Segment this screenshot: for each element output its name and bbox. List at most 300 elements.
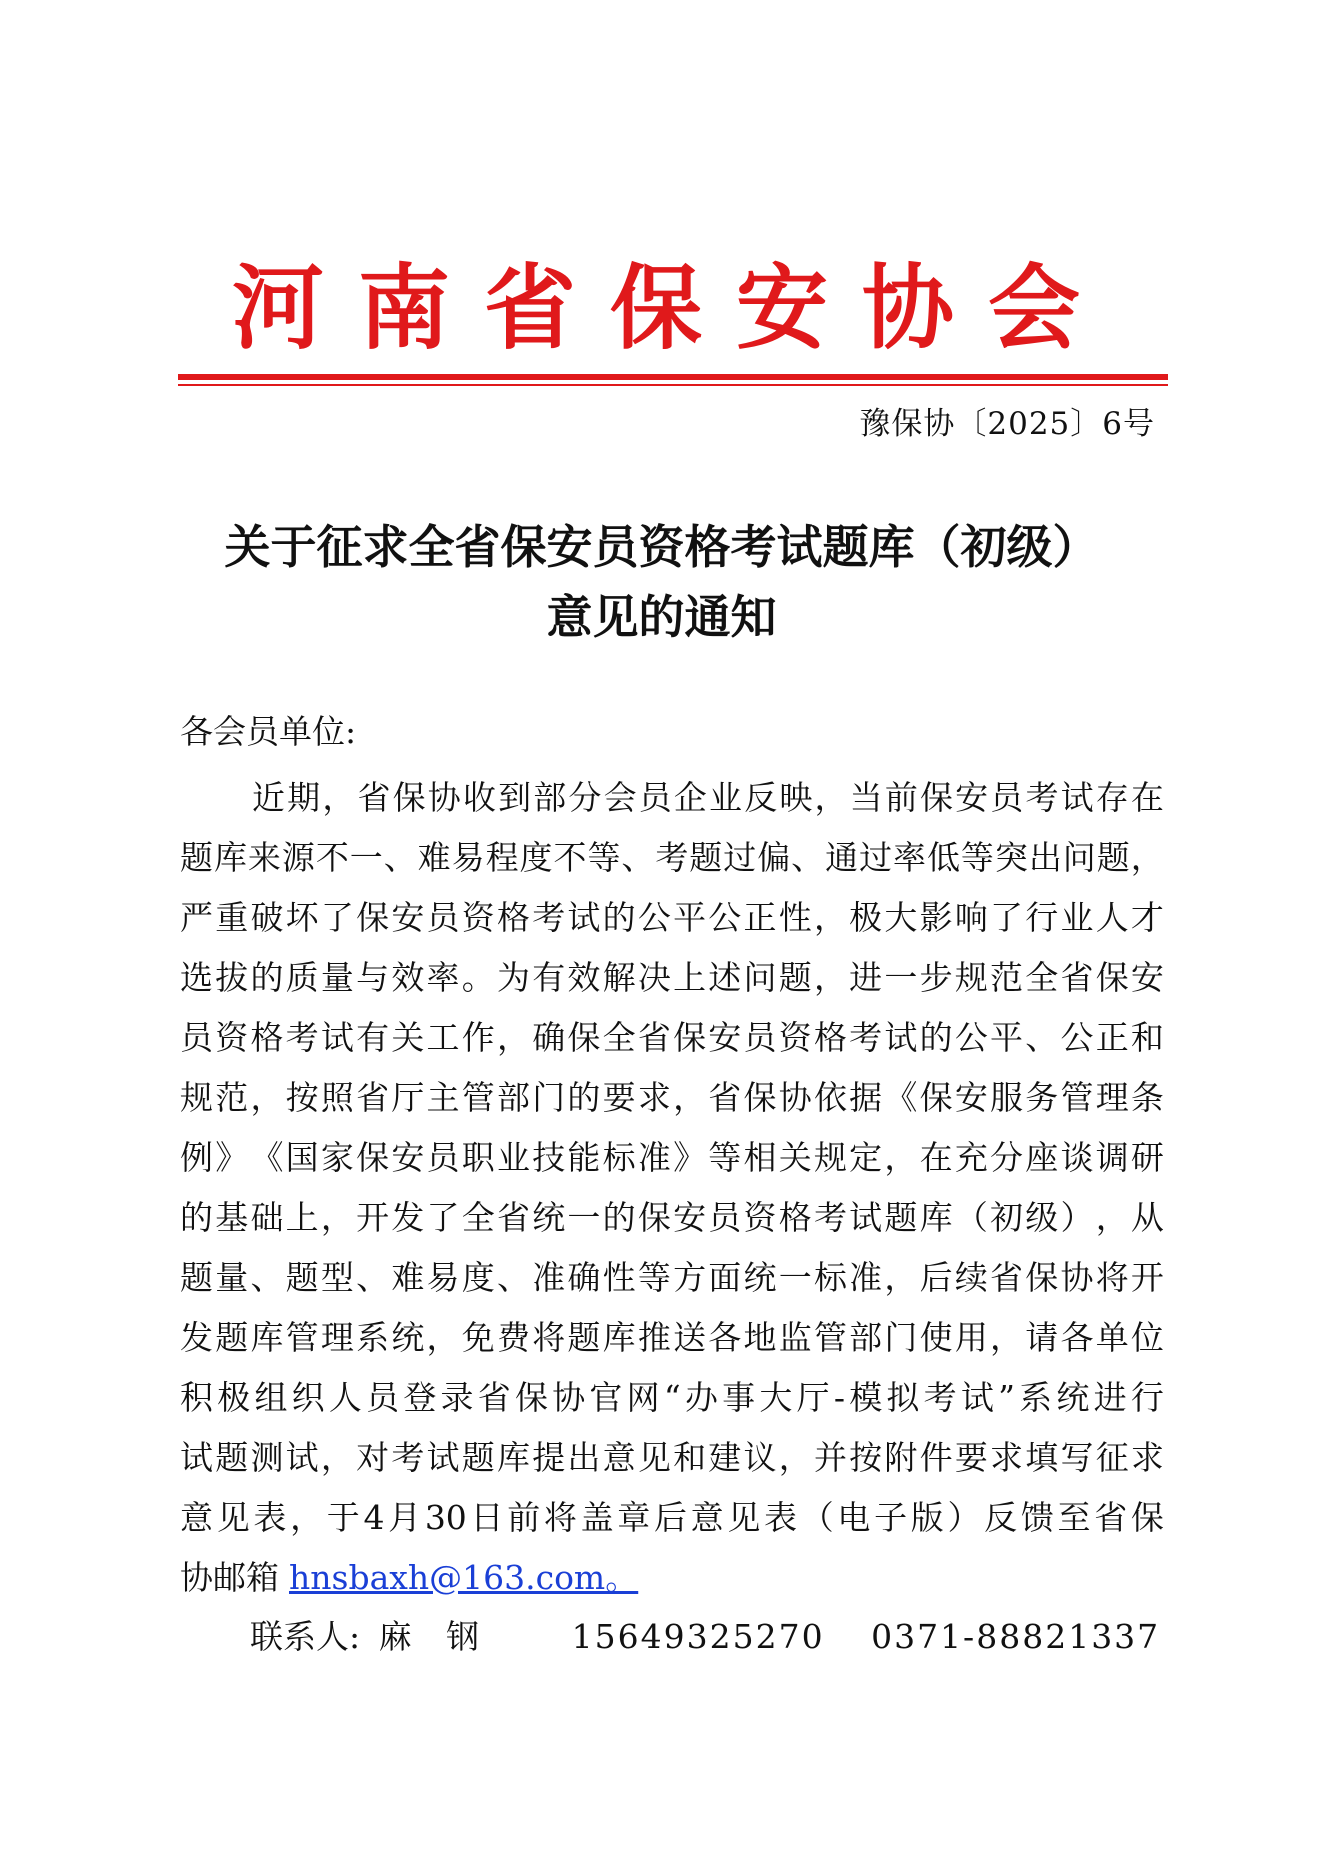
body-char: ， [322,778,356,817]
body-char: 协 [427,778,461,817]
body-char: 建 [708,1438,742,1477]
body-char: 规 [813,1138,847,1177]
body-char: 过 [859,838,893,877]
body-char: 保 [919,1078,953,1117]
body-char: 系 [1019,1378,1053,1417]
body-line [180,1368,1164,1428]
body-char: 考 [923,1378,957,1417]
body-char: 《 [884,1078,918,1117]
body-char: 、 [621,838,655,877]
body-char: 从 [1130,1198,1164,1237]
contact-name: 麻 钢 [378,1617,492,1656]
body-char: 率 [426,958,460,997]
body-char: 保 [356,898,390,937]
body-char: 表 [764,1498,797,1537]
body-char: 》 [673,1138,707,1177]
body-char: 题 [461,1438,495,1477]
body-char: 的 [250,958,284,997]
body-char: 影 [919,898,953,937]
body-char: 见 [727,1498,761,1537]
body-char: 基 [215,1198,249,1237]
body-char: 要 [954,1438,988,1477]
body-char: 省 [357,778,391,817]
body-char: 行 [1130,1378,1164,1417]
body-char: ， [884,1258,918,1297]
body-char: 库 [602,1318,636,1357]
body-char: 范 [990,958,1024,997]
body-char: 将 [1095,1258,1129,1297]
body-line [180,1068,1164,1128]
title-line-1: 关于征求全省保安员资格考试题库（初级） [224,520,1099,574]
body-char: 格 [250,1018,284,1057]
body-line [180,1308,1164,1368]
body-char: 日 [470,1498,504,1537]
body-char: 资 [461,898,495,937]
body-char: 省 [637,1018,671,1057]
body-char: 反 [984,1498,1018,1537]
body-char: 依 [813,1078,847,1117]
body-char: 过 [723,838,757,877]
body-char: 省 [496,1198,530,1237]
body-char: 省 [708,1078,742,1117]
body-char: 意 [180,1498,213,1537]
body-char: 各 [1060,1318,1094,1357]
body-char: 试 [426,1438,460,1477]
body-char: 事 [722,1378,756,1417]
contact-mobile: 15649325270 [571,1617,825,1656]
body-char: 管 [285,1318,319,1357]
body-char: 考 [1025,778,1059,817]
body-char: 员 [426,898,460,937]
body-line [180,1008,1164,1068]
body-char: 免 [461,1318,495,1357]
body-char: 于 [326,1498,360,1537]
body-line [180,1128,1164,1188]
body-char: 员 [638,778,672,817]
body-char: 条 [1130,1078,1164,1117]
body-char: 人 [328,1378,362,1417]
body-char: 解 [602,958,636,997]
body-char: 谈 [1060,1138,1094,1177]
body-char: 正 [1095,1018,1129,1057]
contact-label: 联系人: [250,1617,361,1656]
body-char: 用 [954,1318,988,1357]
body-char: 统 [532,1198,566,1237]
body-char: ， [673,1078,707,1117]
body-char: 业 [1060,898,1094,937]
body-char: 映 [779,778,813,817]
body-char: 破 [250,898,284,937]
body-char: 通 [825,838,859,877]
body-line-last [180,1548,1164,1608]
contact-line [250,1612,1160,1662]
body-char: 各 [708,1318,742,1357]
body-char: 照 [320,1078,354,1117]
body-char: 务 [1025,1078,1059,1117]
body-char: 》 [215,1138,249,1177]
body-char: 家 [320,1138,354,1177]
body-char: 发 [180,1318,213,1357]
body-char: 与 [356,958,390,997]
body-char: 重 [215,898,249,937]
body-char: ， [496,1018,530,1057]
body-char: 企 [673,778,707,817]
body-char: 员 [366,1378,400,1417]
body-char: ， [813,958,847,997]
header-divider-thick [178,374,1168,380]
body-char: 源 [281,838,315,877]
body-char: 对 [356,1438,390,1477]
body-char: 资 [215,1018,249,1057]
body-char: 保 [1095,958,1129,997]
body-char: 将 [543,1498,577,1537]
body-char: 协 [778,1078,812,1117]
body-char: 保 [743,1078,777,1117]
body-line [180,1248,1164,1308]
body-char: 考 [391,1438,425,1477]
body-char: 格 [813,1018,847,1057]
body-char: 关 [391,1018,425,1057]
body-char: 征 [1095,1438,1129,1477]
body-char: 平 [673,898,707,937]
body-char: 统 [1056,1378,1090,1417]
body-line [180,948,1164,1008]
body-char: ， [884,1138,918,1177]
body-char: 标 [602,1138,636,1177]
body-char: 至 [1057,1498,1091,1537]
body-char: 员 [990,778,1024,817]
body-char: 一 [349,838,383,877]
body-char: 、 [496,1258,530,1297]
body-char: 一 [884,958,918,997]
body-line [180,1428,1164,1488]
body-char: 主 [426,1078,460,1117]
body-char: 子 [874,1498,908,1537]
body-char: 保 [673,1018,707,1057]
body-char: 省 [1060,958,1094,997]
body-char: 提 [532,1438,566,1477]
body-char: 部 [496,1078,530,1117]
body-char: 统 [743,1258,777,1297]
body-char: 方 [673,1258,707,1297]
body-char: 座 [1025,1138,1059,1177]
body-char: ” [998,1378,1015,1417]
body-char: 期 [287,778,321,817]
body-char: 问 [743,958,777,997]
body-char: 员 [743,1018,777,1057]
body-char: 平 [990,1018,1024,1057]
salutation: 各会员单位: [180,712,357,751]
body-char: 调 [1095,1138,1129,1177]
body-char: 前 [507,1498,541,1537]
body-char: 组 [254,1378,288,1417]
body-char: 地 [743,1318,777,1357]
body-char: 后 [653,1498,687,1537]
body-paragraph [180,768,1164,1608]
body-char: 度 [461,1258,495,1297]
body-char: 了 [990,898,1024,937]
body-char: 工 [426,1018,460,1057]
body-char: 人 [1095,898,1129,937]
body-char: 不 [315,838,349,877]
body-char: 安 [955,778,989,817]
body-char: 题 [215,1318,249,1357]
body-char: 格 [778,1198,812,1237]
body-char: - [833,1378,845,1417]
body-char: 积 [180,1378,213,1417]
body-char: 性 [602,1258,636,1297]
body-char: ， [426,1318,460,1357]
body-char: 题 [567,1318,601,1357]
body-char: 使 [919,1318,953,1357]
body-char: 版 [910,1498,944,1537]
body-char: 国 [285,1138,319,1177]
body-char: ， [814,778,848,817]
body-char: 效 [391,958,425,997]
body-char: 4 [363,1498,385,1537]
body-char: 的 [602,1198,636,1237]
body-char: 业 [709,778,743,817]
body-char: 件 [919,1438,953,1477]
body-char: 题 [180,1258,213,1297]
body-char: 级 [1025,1198,1059,1237]
body-char: 开 [356,1198,390,1237]
body-char: 织 [291,1378,325,1417]
body-char: 保 [392,778,426,817]
body-line [180,768,1164,828]
body-char: 请 [1025,1318,1059,1357]
body-char: ， [813,898,847,937]
body-char: 为 [496,958,530,997]
body-char: （ [800,1498,834,1537]
body-char: 安 [708,1018,742,1057]
body-char: 保 [1025,1258,1059,1297]
body-char: 了 [320,898,354,937]
body-char: 求 [637,1078,671,1117]
body-char: 门 [884,1318,918,1357]
body-char: 位 [1130,1318,1164,1357]
body-char: 保 [919,778,953,817]
body-char: 初 [990,1198,1024,1237]
body-char: 协 [1060,1258,1094,1297]
body-char: 准 [637,1138,671,1177]
body-char: ， [320,1198,354,1237]
body-char: 低 [926,838,960,877]
body-char: 续 [954,1258,988,1297]
body-char: 选 [180,958,213,997]
body-char: 安 [1130,958,1164,997]
body-char: 库 [213,838,247,877]
body-char: 试 [1060,778,1094,817]
body-char: 业 [496,1138,530,1177]
body-char: 管 [461,1078,495,1117]
body-char: 来 [247,838,281,877]
body-char: 不 [553,838,587,877]
body-char: 的 [602,898,636,937]
body-char: ， [290,1498,324,1537]
body-char: 上 [285,1198,319,1237]
body-char: ， [320,1438,354,1477]
body-char: 和 [673,1438,707,1477]
body-char: 并 [813,1438,847,1477]
body-char: 试 [849,1198,883,1237]
title-line-2: 意见的通知 [546,590,777,644]
body-char: 在 [919,1138,953,1177]
body-char: 作 [461,1018,495,1057]
body-char: 量 [215,1258,249,1297]
body-char: 公 [637,898,671,937]
body-char: 官 [589,1378,623,1417]
body-char: 定 [849,1138,883,1177]
body-char: 试 [567,898,601,937]
body-char: ， [990,1318,1024,1357]
body-char: 测 [250,1438,284,1477]
body-char: 效 [567,958,601,997]
body-char: 议 [743,1438,777,1477]
body-char: ， [250,1078,284,1117]
body-char: 保 [1130,1498,1164,1537]
body-char: 考 [813,1198,847,1237]
body-char: 系 [356,1318,390,1357]
body-char: 保 [637,1198,671,1237]
body-char: 模 [849,1378,883,1417]
body-char: 当 [849,778,883,817]
body-char: 技 [532,1138,566,1177]
body-char: 省 [356,1078,390,1117]
body-char: 规 [180,1078,213,1117]
body-char: 的 [180,1198,213,1237]
body-char: 保 [514,1378,548,1417]
body-char: 门 [532,1078,566,1117]
body-char: 试 [285,1438,319,1477]
body-char: 送 [673,1318,707,1357]
body-char: 述 [708,958,742,997]
body-char: 上 [673,958,707,997]
body-char: 章 [617,1498,651,1537]
body-char: 考 [532,898,566,937]
body-char: 理 [320,1318,354,1357]
body-char: 省 [1094,1498,1128,1537]
body-char: 进 [1093,1378,1127,1417]
body-char: 。 [461,958,495,997]
body-char: 确 [532,1018,566,1057]
body-char: 程 [485,838,519,877]
body-char: 等 [587,838,621,877]
body-char: 度 [519,838,553,877]
body-char: 题 [180,838,213,877]
body-char: 按 [285,1078,319,1117]
body-char: 服 [990,1078,1024,1117]
body-char: 准 [849,1258,883,1297]
body-char: 公 [708,898,742,937]
body-char: 问 [1062,838,1096,877]
body-char: 拔 [215,958,249,997]
email-link[interactable]: hnsbaxh@163.com。 [289,1558,639,1597]
body-line [180,1488,1164,1548]
body-char: 省 [477,1378,511,1417]
body-char: 职 [461,1138,495,1177]
body-char: 统 [391,1318,425,1357]
body-char: 易 [426,1258,460,1297]
body-char: ， [778,1438,812,1477]
body-char: 决 [637,958,671,997]
body-char: （ [954,1198,988,1237]
body-char: 题 [285,1258,319,1297]
body-char: 填 [1025,1438,1059,1477]
body-char: 管 [813,1318,847,1357]
body-char: 题 [1096,838,1130,877]
body-char: 后 [919,1258,953,1297]
body-char: 前 [884,778,918,817]
body-char: 才 [1130,898,1164,937]
body-char: 响 [954,898,988,937]
body-char: 规 [954,958,988,997]
body-char: 型 [320,1258,354,1297]
body-char: 的 [919,1018,953,1057]
body-line [180,1188,1164,1248]
body-char: 库 [496,1438,530,1477]
body-char: “ [663,1378,681,1417]
body-char: 偏 [757,838,791,877]
body-char: 、 [250,1258,284,1297]
body-char: 安 [391,898,425,937]
body-char: 拟 [886,1378,920,1417]
email-prefix: 协邮箱 [180,1558,279,1597]
body-char: 协 [552,1378,586,1417]
body-char: 准 [532,1258,566,1297]
body-char: 附 [884,1438,918,1477]
body-char: 意 [690,1498,724,1537]
body-char: 部 [533,778,567,817]
body-char: 管 [1060,1078,1094,1117]
body-char: ） [947,1498,981,1537]
body-char: 全 [1025,958,1059,997]
body-char: 考 [849,1018,883,1057]
header-divider-thin [178,384,1168,386]
body-char: 员 [426,1138,460,1177]
body-char: 能 [567,1138,601,1177]
body-char: 一 [778,1258,812,1297]
body-char: 难 [391,1258,425,1297]
body-char: 分 [568,778,602,817]
body-char: 极 [849,898,883,937]
body-char: 员 [708,1198,742,1237]
contact-phone: 0371-88821337 [871,1617,1161,1656]
body-char: 大 [759,1378,793,1417]
body-char: 面 [708,1258,742,1297]
body-char: 省 [990,1258,1024,1297]
body-char: 安 [391,1138,425,1177]
document-number: 豫保协〔2025〕6号 [859,406,1155,442]
body-char: 正 [743,898,777,937]
body-char: 相 [743,1138,777,1177]
body-char: 大 [884,898,918,937]
body-char: 部 [849,1318,883,1357]
body-char: ） [1060,1198,1094,1237]
body-char: 库 [919,1198,953,1237]
document-title [140,512,1183,652]
body-char: 全 [602,1018,636,1057]
body-char: 易 [451,838,485,877]
body-char: 费 [496,1318,530,1357]
body-char: 写 [1060,1438,1094,1477]
body-char: 要 [602,1078,636,1117]
body-char: 意 [602,1438,636,1477]
body-char: 等 [708,1138,742,1177]
body-char: 出 [1028,838,1062,877]
body-line [180,888,1164,948]
body-char: 监 [778,1318,812,1357]
